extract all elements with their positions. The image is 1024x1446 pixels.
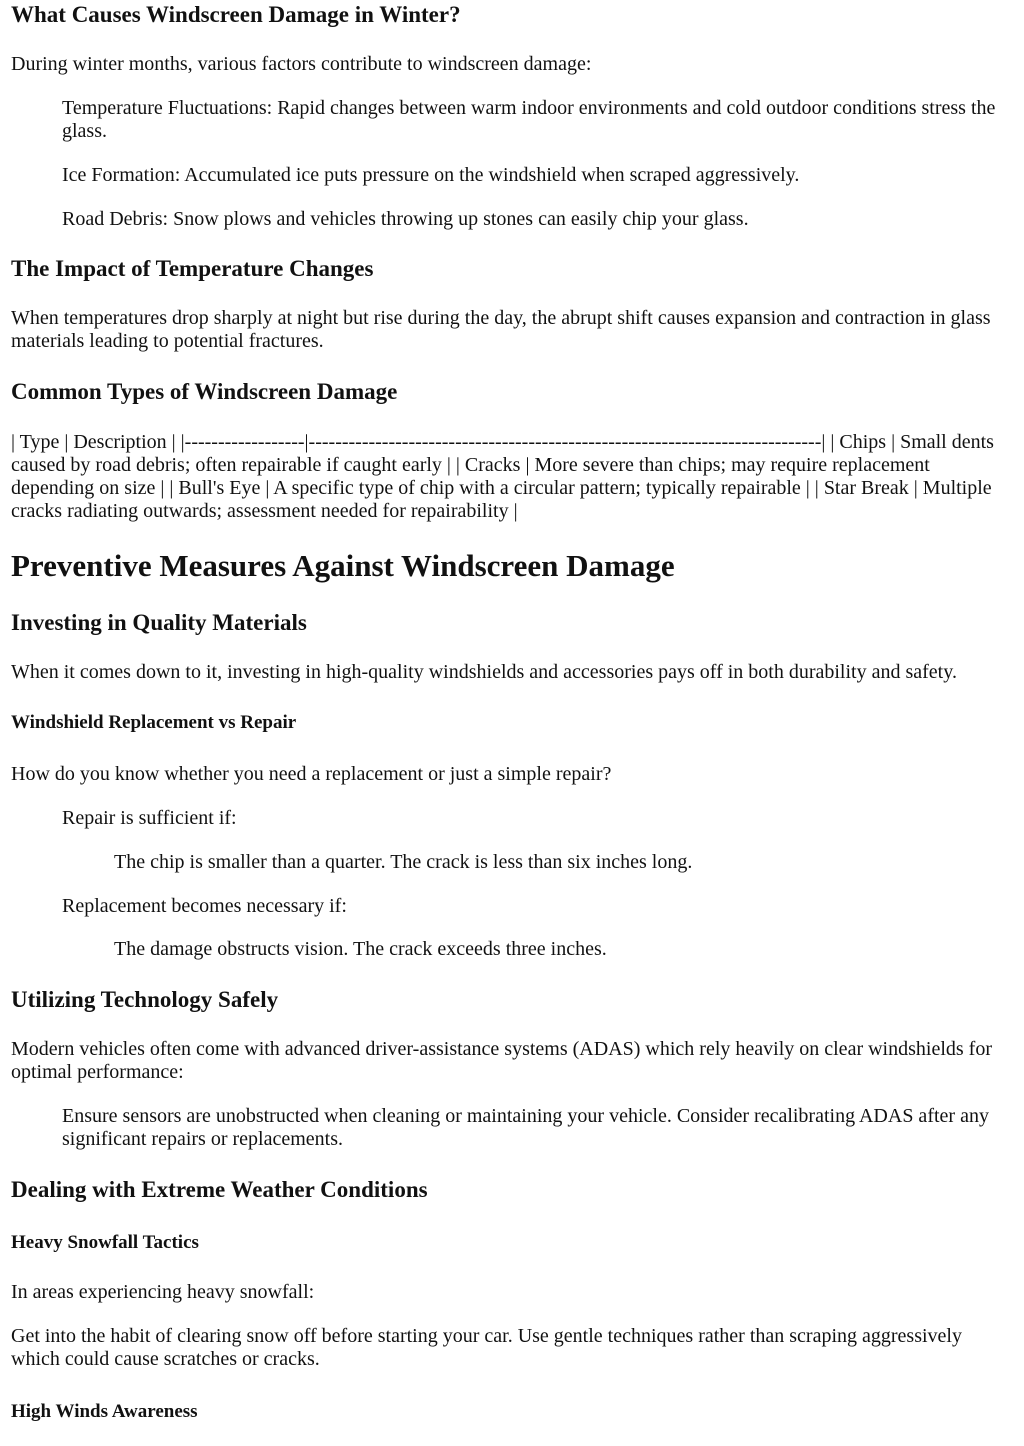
repair-label: Repair is sufficient if: [62, 807, 237, 829]
damage-types-raw-table: | Type | Description | |------------------|-----------------------------------------------------------------------------| | Chips | Small dents caused by road debris; often repairable if caught early | | Cracks | More severe than chips; may require replacement depending on size | | Bull's Eye | A specific type of chip with a circular pattern; typically repairable | | Star Break | Multiple cracks radiating outwards; assessment needed for repairability | [11, 431, 994, 522]
heading-causes: What Causes Windscreen Damage in Winter? [11, 2, 461, 27]
technology-body: Modern vehicles often come with advanced driver-assistance systems (ADAS) which rely heavily on clear windshields for optimal performance: [11, 1038, 992, 1083]
replace-detail: The damage obstructs vision. The crack exceeds three inches. [114, 938, 607, 960]
temperature-body: When temperatures drop sharply at night but rise during the day, the abrupt shift causes expansion and contraction in glass materials leading to potential fractures. [11, 307, 991, 352]
heading-preventive: Preventive Measures Against Windscreen Damage [11, 548, 675, 583]
heading-winds: High Winds Awareness [11, 1401, 198, 1422]
technology-detail: Ensure sensors are unobstructed when cleaning or maintaining your vehicle. Consider recalibrating ADAS after any significant repairs or replacements. [62, 1105, 989, 1150]
heading-snowfall: Heavy Snowfall Tactics [11, 1232, 199, 1253]
causes-item-ice: Ice Formation: Accumulated ice puts pressure on the windshield when scraped aggressively. [62, 164, 800, 186]
heading-quality: Investing in Quality Materials [11, 610, 307, 635]
causes-intro: During winter months, various factors contribute to windscreen damage: [11, 53, 592, 75]
snowfall-intro: In areas experiencing heavy snowfall: [11, 1281, 315, 1303]
heading-damage-types: Common Types of Windscreen Damage [11, 379, 398, 404]
causes-item-debris: Road Debris: Snow plows and vehicles throwing up stones can easily chip your glass. [62, 208, 749, 230]
heading-replace-repair: Windshield Replacement vs Repair [11, 712, 297, 733]
heading-technology: Utilizing Technology Safely [11, 987, 279, 1012]
quality-body: When it comes down to it, investing in high-quality windshields and accessories pays off in both durability and safety. [11, 661, 957, 683]
snowfall-body: Get into the habit of clearing snow off before starting your car. Use gentle techniques rather than scraping aggressively which could cause scratches or cracks. [11, 1325, 962, 1370]
heading-temperature: The Impact of Temperature Changes [11, 256, 374, 281]
replace-repair-question: How do you know whether you need a replacement or just a simple repair? [11, 763, 612, 785]
causes-item-temperature: Temperature Fluctuations: Rapid changes between warm indoor environments and cold outdoor conditions stress the glass. [62, 97, 996, 142]
heading-weather: Dealing with Extreme Weather Conditions [11, 1177, 428, 1202]
repair-detail: The chip is smaller than a quarter. The crack is less than six inches long. [114, 851, 693, 873]
replace-label: Replacement becomes necessary if: [62, 895, 347, 917]
